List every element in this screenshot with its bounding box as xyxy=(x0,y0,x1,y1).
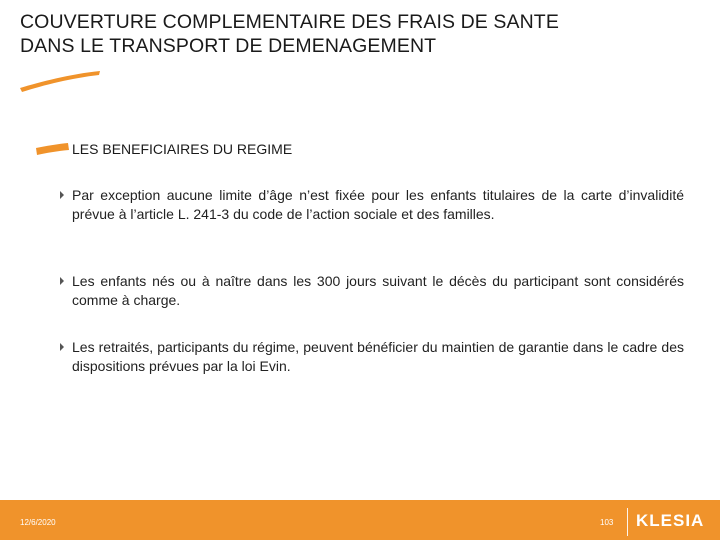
bullet-text: Les retraités, participants du régime, peuvent bénéficier du maintien de garantie dans le cadre des dispositions prévues par la loi Evin. xyxy=(72,339,684,374)
footer-date: 12/6/2020 xyxy=(20,518,56,527)
klesia-logo xyxy=(636,511,706,531)
bullet-text: Les enfants nés ou à naître dans les 300 jours suivant le décès du participant sont considérés comme à charge. xyxy=(72,273,684,308)
footer-divider xyxy=(627,508,628,536)
bullet-arrow-icon xyxy=(60,191,64,199)
footer-bar xyxy=(0,500,720,540)
title-line-1: COUVERTURE COMPLEMENTAIRE DES FRAIS DE SANTE xyxy=(20,11,559,33)
bullet-text: Par exception aucune limite d’âge n’est fixée pour les enfants titulaires de la carte d’invalidité prévue à l’article L. 241-3 du code de l’action sociale et des familles. xyxy=(72,187,684,222)
logo-text: KLESIA xyxy=(636,511,705,530)
slide-title xyxy=(20,10,700,58)
bullet-arrow-icon xyxy=(60,343,64,351)
bullet-arrow-icon xyxy=(60,277,64,285)
page-number: 103 xyxy=(600,518,614,527)
section-title: LES BENEFICIAIRES DU REGIME xyxy=(72,141,293,157)
section-accent-swoosh xyxy=(36,141,70,157)
title-accent-swoosh xyxy=(20,62,110,92)
title-line-2: DANS LE TRANSPORT DE DEMENAGEMENT xyxy=(20,35,437,57)
